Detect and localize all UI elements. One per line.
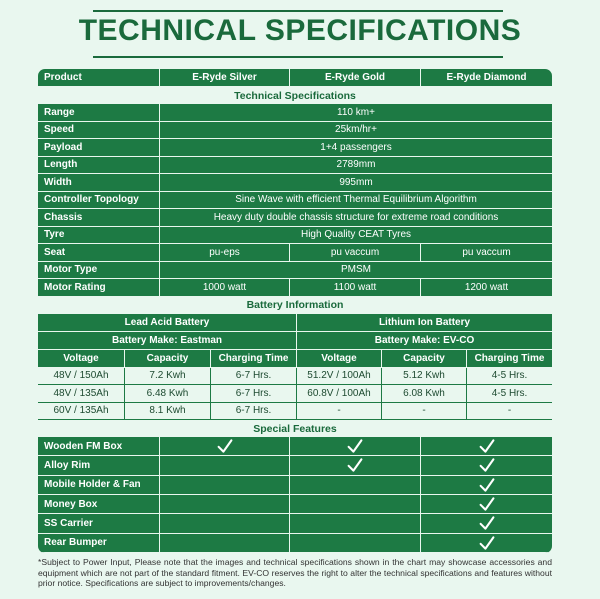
battery-cell: 4-5 Hrs. xyxy=(467,385,552,403)
feature-check-cell xyxy=(421,476,552,495)
spec-label: Range xyxy=(38,104,160,122)
feature-check-cell xyxy=(421,456,552,475)
section-title-features: Special Features xyxy=(38,420,552,437)
battery-lead-make: Battery Make: Eastman xyxy=(38,332,297,350)
spec-label: Payload xyxy=(38,139,160,157)
feature-row xyxy=(38,495,552,514)
battery-column-header: Capacity xyxy=(382,350,467,368)
feature-check-cell xyxy=(290,437,421,456)
spec-value: Heavy duty double chassis structure for extreme road conditions xyxy=(160,209,552,227)
spec-row xyxy=(38,139,552,157)
spec-value: High Quality CEAT Tyres xyxy=(160,227,552,245)
battery-data-row xyxy=(38,385,552,403)
header-model-gold: E-Ryde Gold xyxy=(290,69,421,87)
battery-cell: 48V / 150Ah xyxy=(38,368,125,386)
battery-column-header: Voltage xyxy=(38,350,125,368)
spec-label: Tyre xyxy=(38,227,160,245)
section-technical xyxy=(38,87,552,104)
battery-cell: - xyxy=(382,403,467,421)
feature-check-cell xyxy=(421,514,552,533)
spec-row xyxy=(38,104,552,122)
feature-check-cell xyxy=(160,437,290,456)
battery-cell: 48V / 135Ah xyxy=(38,385,125,403)
feature-label: Alloy Rim xyxy=(38,456,160,475)
motor-rating-row xyxy=(38,279,552,297)
checkmark-icon xyxy=(479,457,495,473)
spec-label: Speed xyxy=(38,122,160,140)
battery-lead-title: Lead Acid Battery xyxy=(38,314,297,332)
footnote: *Subject to Power Input, Please note that the images and technical specifications shown in the chart may showcase accessories and equipment which are not part of the standard fitment. EV-CO reserves the right to alter the technical specifications and features without prior notice. Specifications are subject to improvements/changes. xyxy=(38,557,552,588)
battery-cell: 60.8V / 100Ah xyxy=(297,385,382,403)
section-battery xyxy=(38,297,552,314)
motor-rating-value: 1200 watt xyxy=(421,279,552,297)
spec-row xyxy=(38,209,552,227)
battery-lithium-make: Battery Make: EV-CO xyxy=(297,332,552,350)
section-features xyxy=(38,420,552,437)
feature-check-cell xyxy=(160,534,290,553)
title-top-rule xyxy=(93,10,503,12)
feature-label: Money Box xyxy=(38,495,160,514)
battery-cell: - xyxy=(467,403,552,421)
battery-cell: 51.2V / 100Ah xyxy=(297,368,382,386)
checkmark-icon xyxy=(347,457,363,473)
feature-row xyxy=(38,456,552,475)
battery-cell: 8.1 Kwh xyxy=(125,403,211,421)
feature-check-cell xyxy=(421,495,552,514)
spec-label: Motor Type xyxy=(38,262,160,280)
battery-column-header: Voltage xyxy=(297,350,382,368)
spec-label: Controller Topology xyxy=(38,192,160,210)
header-row xyxy=(38,69,552,87)
spec-value: 1+4 passengers xyxy=(160,139,552,157)
battery-column-header: Charging Time xyxy=(467,350,552,368)
feature-label: Wooden FM Box xyxy=(38,437,160,456)
feature-row xyxy=(38,476,552,495)
feature-row xyxy=(38,437,552,456)
section-title-battery: Battery Information xyxy=(38,297,552,314)
spec-value: PMSM xyxy=(160,262,552,280)
feature-label: SS Carrier xyxy=(38,514,160,533)
spec-label: Motor Rating xyxy=(38,279,160,297)
feature-check-cell xyxy=(160,495,290,514)
feature-label: Mobile Holder & Fan xyxy=(38,476,160,495)
checkmark-icon xyxy=(479,477,495,493)
spec-row xyxy=(38,157,552,175)
battery-cell: 6-7 Hrs. xyxy=(211,368,297,386)
spec-row xyxy=(38,192,552,210)
battery-cell: 6-7 Hrs. xyxy=(211,403,297,421)
page-title: TECHNICAL SPECIFICATIONS xyxy=(78,14,522,47)
checkmark-icon xyxy=(479,496,495,512)
header-model-diamond: E-Ryde Diamond xyxy=(421,69,552,87)
battery-type-row xyxy=(38,314,552,332)
motor-rating-value: 1000 watt xyxy=(160,279,290,297)
spec-value: Sine Wave with efficient Thermal Equilibrium Algorithm xyxy=(160,192,552,210)
seat-value: pu vaccum xyxy=(290,244,421,262)
seat-value: pu-eps xyxy=(160,244,290,262)
spec-row xyxy=(38,122,552,140)
checkmark-icon xyxy=(347,438,363,454)
checkmark-icon xyxy=(479,515,495,531)
spec-label: Length xyxy=(38,157,160,175)
seat-row xyxy=(38,244,552,262)
spec-value: 995mm xyxy=(160,174,552,192)
battery-cell: 6-7 Hrs. xyxy=(211,385,297,403)
motor-type-row xyxy=(38,262,552,280)
motor-rating-value: 1100 watt xyxy=(290,279,421,297)
feature-row xyxy=(38,534,552,553)
spec-row xyxy=(38,227,552,245)
header-product: Product xyxy=(38,69,160,87)
feature-check-cell xyxy=(160,514,290,533)
spec-row xyxy=(38,174,552,192)
feature-check-cell xyxy=(160,476,290,495)
spec-value: 110 km+ xyxy=(160,104,552,122)
battery-cell: 6.08 Kwh xyxy=(382,385,467,403)
spec-label: Seat xyxy=(38,244,160,262)
checkmark-icon xyxy=(217,438,233,454)
feature-check-cell xyxy=(160,456,290,475)
battery-column-header: Charging Time xyxy=(211,350,297,368)
seat-value: pu vaccum xyxy=(421,244,552,262)
spec-value: 2789mm xyxy=(160,157,552,175)
feature-check-cell xyxy=(290,456,421,475)
feature-check-cell xyxy=(421,437,552,456)
battery-cell: 4-5 Hrs. xyxy=(467,368,552,386)
spec-label: Chassis xyxy=(38,209,160,227)
battery-make-row xyxy=(38,332,552,350)
battery-cell: 6.48 Kwh xyxy=(125,385,211,403)
battery-data-row xyxy=(38,368,552,386)
feature-check-cell xyxy=(290,514,421,533)
battery-data-row xyxy=(38,403,552,421)
section-title-technical: Technical Specifications xyxy=(38,87,552,104)
battery-cell: 5.12 Kwh xyxy=(382,368,467,386)
checkmark-icon xyxy=(479,438,495,454)
feature-row xyxy=(38,514,552,533)
battery-cell: - xyxy=(297,403,382,421)
battery-cell: 7.2 Kwh xyxy=(125,368,211,386)
title-bottom-rule xyxy=(93,56,503,58)
header-model-silver: E-Ryde Silver xyxy=(160,69,290,87)
feature-check-cell xyxy=(290,534,421,553)
battery-column-header: Capacity xyxy=(125,350,211,368)
spec-table xyxy=(38,69,552,553)
spec-label: Width xyxy=(38,174,160,192)
battery-lithium-title: Lithium Ion Battery xyxy=(297,314,552,332)
feature-check-cell xyxy=(290,476,421,495)
battery-cell: 60V / 135Ah xyxy=(38,403,125,421)
feature-label: Rear Bumper xyxy=(38,534,160,553)
battery-column-row xyxy=(38,350,552,368)
checkmark-icon xyxy=(479,535,495,551)
feature-check-cell xyxy=(290,495,421,514)
feature-check-cell xyxy=(421,534,552,553)
spec-value: 25km/hr+ xyxy=(160,122,552,140)
